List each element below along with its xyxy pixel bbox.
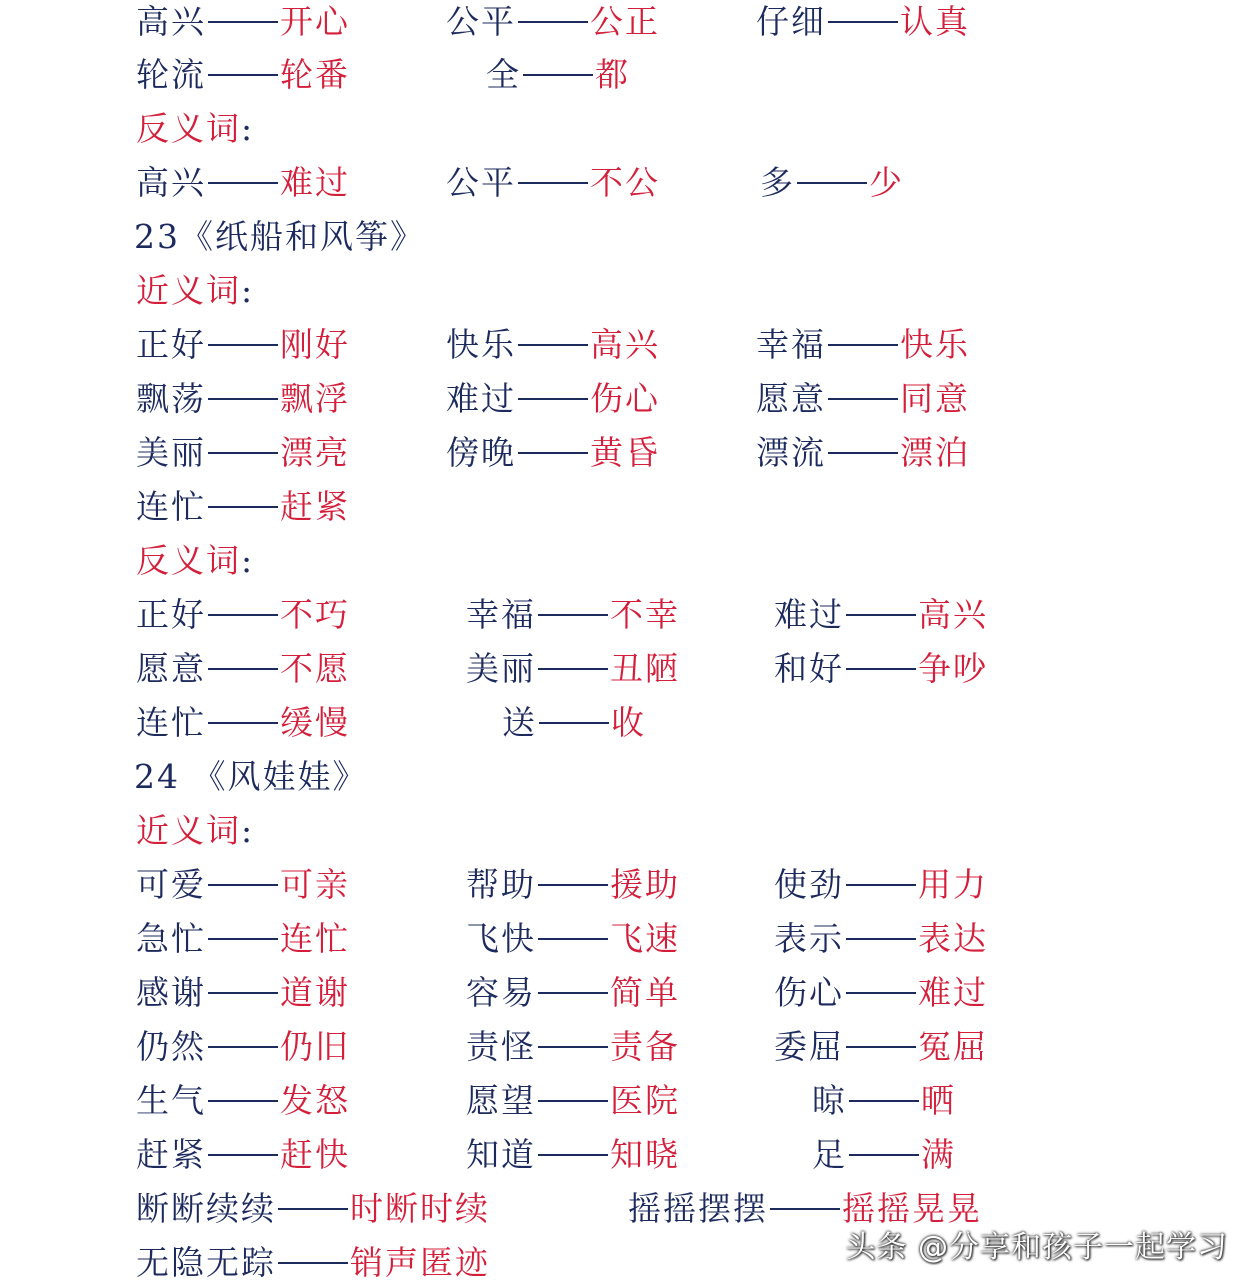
word: 愿望: [466, 1081, 536, 1120]
word: 快乐: [446, 325, 516, 364]
word: 飘荡: [136, 379, 206, 418]
word: 无隐无踪: [136, 1243, 276, 1282]
related-word: 认真: [900, 2, 970, 41]
word-pair: [136, 433, 350, 473]
word-pair: [136, 649, 350, 689]
related-word: 漂亮: [280, 433, 350, 472]
dash-line: [538, 992, 608, 994]
word: 公平: [446, 163, 516, 202]
word: 使劲: [774, 865, 844, 904]
word-pair: [136, 1243, 490, 1283]
word-pair: [136, 865, 350, 905]
word: 表示: [774, 919, 844, 958]
dash-line: [523, 74, 593, 76]
watermark: 头条 @分享和孩子一起学习: [845, 1230, 1228, 1265]
word-pair: [466, 1027, 680, 1067]
related-word: 赶紧: [280, 487, 350, 526]
word: 晾: [812, 1081, 847, 1120]
related-word: 援助: [610, 865, 680, 904]
lesson-title: 24 《风娃娃》: [134, 757, 368, 796]
word-pair: [774, 865, 988, 905]
related-word: 飘浮: [280, 379, 350, 418]
dash-line: [828, 21, 898, 23]
word-pair: [446, 2, 660, 42]
dash-line: [208, 344, 278, 346]
dash-line: [846, 668, 916, 670]
dash-line: [208, 398, 278, 400]
related-word: 丑陋: [610, 649, 680, 688]
word-pair: [136, 325, 350, 365]
dash-line: [538, 614, 608, 616]
word: 难过: [446, 379, 516, 418]
word-pair: [466, 595, 680, 635]
word: 飞快: [466, 919, 536, 958]
heading-colon: :: [241, 109, 255, 148]
related-word: 不愿: [280, 649, 350, 688]
related-word: 销声匿迹: [350, 1243, 490, 1282]
dash-line: [208, 21, 278, 23]
dash-line: [846, 992, 916, 994]
word: 高兴: [136, 2, 206, 41]
lesson-title: 23《纸船和风筝》: [134, 217, 425, 256]
dash-line: [208, 74, 278, 76]
word-pair: [774, 1027, 988, 1067]
dash-line: [828, 398, 898, 400]
word: 漂流: [756, 433, 826, 472]
related-word: 不幸: [610, 595, 680, 634]
word: 公平: [446, 2, 516, 41]
word: 感谢: [136, 973, 206, 1012]
word: 轮流: [136, 55, 206, 94]
related-word: 开心: [280, 2, 350, 41]
related-word: 刚好: [280, 325, 350, 364]
dash-line: [208, 506, 278, 508]
related-word: 收: [611, 703, 646, 742]
heading-colon: :: [241, 271, 255, 310]
word: 幸福: [756, 325, 826, 364]
dash-line: [828, 344, 898, 346]
related-word: 满: [921, 1135, 956, 1174]
word-pair: [136, 1135, 350, 1175]
dash-line: [518, 21, 588, 23]
related-word: 时断时续: [350, 1189, 490, 1228]
word-pair: [136, 163, 350, 203]
word-pair: [774, 649, 988, 689]
word-pair: [446, 163, 660, 203]
section-heading: [136, 541, 254, 581]
dash-line: [208, 182, 278, 184]
related-word: 责备: [610, 1027, 680, 1066]
related-word: 公正: [590, 2, 660, 41]
word-pair: [502, 703, 646, 743]
heading-colon: :: [241, 541, 255, 580]
word-pair: [136, 703, 350, 743]
related-word: 高兴: [918, 595, 988, 634]
related-word: 伤心: [590, 379, 660, 418]
word: 连忙: [136, 487, 206, 526]
dash-line: [518, 182, 588, 184]
word-pair: [756, 325, 970, 365]
word: 幸福: [466, 595, 536, 634]
related-word: 用力: [918, 865, 988, 904]
heading-text: 近义词: [136, 811, 241, 850]
word-pair: [774, 919, 988, 959]
dash-line: [538, 1046, 608, 1048]
word-pair: [136, 1189, 490, 1229]
word: 伤心: [774, 973, 844, 1012]
dash-line: [278, 1262, 348, 1264]
word: 摇摇摆摆: [628, 1189, 768, 1228]
dash-line: [538, 668, 608, 670]
word: 委屈: [774, 1027, 844, 1066]
word: 仍然: [136, 1027, 206, 1066]
word-pair: [136, 487, 350, 527]
heading-text: 反义词: [136, 541, 241, 580]
related-word: 道谢: [280, 973, 350, 1012]
word: 足: [812, 1135, 847, 1174]
word: 愿意: [136, 649, 206, 688]
dash-line: [770, 1208, 840, 1210]
word: 知道: [466, 1135, 536, 1174]
section-heading: [136, 811, 254, 851]
dash-line: [518, 344, 588, 346]
related-word: 都: [595, 55, 630, 94]
related-word: 轮番: [280, 55, 350, 94]
word: 美丽: [136, 433, 206, 472]
related-word: 医院: [610, 1081, 680, 1120]
word-pair: [136, 2, 350, 42]
dash-line: [208, 614, 278, 616]
dash-line: [539, 722, 609, 724]
word: 仔细: [756, 2, 826, 41]
related-word: 表达: [918, 919, 988, 958]
word-pair: [774, 595, 988, 635]
related-word: 少: [869, 163, 904, 202]
word-pair: [466, 649, 680, 689]
word-pair: [812, 1081, 956, 1121]
section-heading: [136, 109, 254, 149]
related-word: 发怒: [280, 1081, 350, 1120]
related-word: 缓慢: [280, 703, 350, 742]
dash-line: [518, 452, 588, 454]
word: 多: [760, 163, 795, 202]
word-pair: [136, 1027, 350, 1067]
word: 赶紧: [136, 1135, 206, 1174]
word-pair: [136, 973, 350, 1013]
word: 傍晚: [446, 433, 516, 472]
related-word: 连忙: [280, 919, 350, 958]
dash-line: [846, 1046, 916, 1048]
dash-line: [208, 1100, 278, 1102]
dash-line: [846, 938, 916, 940]
dash-line: [208, 452, 278, 454]
related-word: 同意: [900, 379, 970, 418]
word-pair: [466, 865, 680, 905]
word-pair: [136, 1081, 350, 1121]
word-pair: [466, 919, 680, 959]
word: 连忙: [136, 703, 206, 742]
word: 可爱: [136, 865, 206, 904]
related-word: 晒: [921, 1081, 956, 1120]
related-word: 冤屈: [918, 1027, 988, 1066]
related-word: 赶快: [280, 1135, 350, 1174]
word-pair: [760, 163, 904, 203]
dash-line: [846, 884, 916, 886]
word: 责怪: [466, 1027, 536, 1066]
word-pair: [446, 325, 660, 365]
related-word: 难过: [280, 163, 350, 202]
word: 愿意: [756, 379, 826, 418]
dash-line: [849, 1154, 919, 1156]
word-pair: [136, 595, 350, 635]
related-word: 飞速: [610, 919, 680, 958]
word: 帮助: [466, 865, 536, 904]
word-pair: [486, 55, 630, 95]
dash-line: [849, 1100, 919, 1102]
dash-line: [797, 182, 867, 184]
dash-line: [278, 1208, 348, 1210]
heading-text: 近义词: [136, 271, 241, 310]
word-pair: [136, 379, 350, 419]
dash-line: [538, 1100, 608, 1102]
related-word: 漂泊: [900, 433, 970, 472]
related-word: 高兴: [590, 325, 660, 364]
word: 容易: [466, 973, 536, 1012]
heading-text: 反义词: [136, 109, 241, 148]
heading-colon: :: [241, 811, 255, 850]
dash-line: [208, 668, 278, 670]
dash-line: [208, 992, 278, 994]
dash-line: [208, 1046, 278, 1048]
word: 高兴: [136, 163, 206, 202]
dash-line: [846, 614, 916, 616]
related-word: 不公: [590, 163, 660, 202]
dash-line: [208, 722, 278, 724]
related-word: 知晓: [610, 1135, 680, 1174]
related-word: 仍旧: [280, 1027, 350, 1066]
related-word: 争吵: [918, 649, 988, 688]
word-pair: [466, 973, 680, 1013]
word: 全: [486, 55, 521, 94]
word-pair: [466, 1135, 680, 1175]
related-word: 快乐: [900, 325, 970, 364]
section-heading: [136, 271, 254, 311]
word: 送: [502, 703, 537, 742]
related-word: 黄昏: [590, 433, 660, 472]
dash-line: [538, 938, 608, 940]
word-pair: [136, 55, 350, 95]
word-pair: [136, 919, 350, 959]
related-word: 简单: [610, 973, 680, 1012]
word: 正好: [136, 595, 206, 634]
word: 美丽: [466, 649, 536, 688]
related-word: 摇摇晃晃: [842, 1189, 982, 1228]
word-pair: [446, 433, 660, 473]
dash-line: [518, 398, 588, 400]
word: 生气: [136, 1081, 206, 1120]
dash-line: [208, 1154, 278, 1156]
word: 和好: [774, 649, 844, 688]
word-pair: [756, 433, 970, 473]
dash-line: [208, 938, 278, 940]
dash-line: [828, 452, 898, 454]
word-pair: [466, 1081, 680, 1121]
word: 急忙: [136, 919, 206, 958]
dash-line: [208, 884, 278, 886]
dash-line: [538, 884, 608, 886]
word-pair: [756, 379, 970, 419]
related-word: 不巧: [280, 595, 350, 634]
related-word: 可亲: [280, 865, 350, 904]
word: 断断续续: [136, 1189, 276, 1228]
word-pair: [812, 1135, 956, 1175]
word-pair: [774, 973, 988, 1013]
word: 正好: [136, 325, 206, 364]
word-pair: [446, 379, 660, 419]
dash-line: [538, 1154, 608, 1156]
word: 难过: [774, 595, 844, 634]
word-pair: [756, 2, 970, 42]
related-word: 难过: [918, 973, 988, 1012]
